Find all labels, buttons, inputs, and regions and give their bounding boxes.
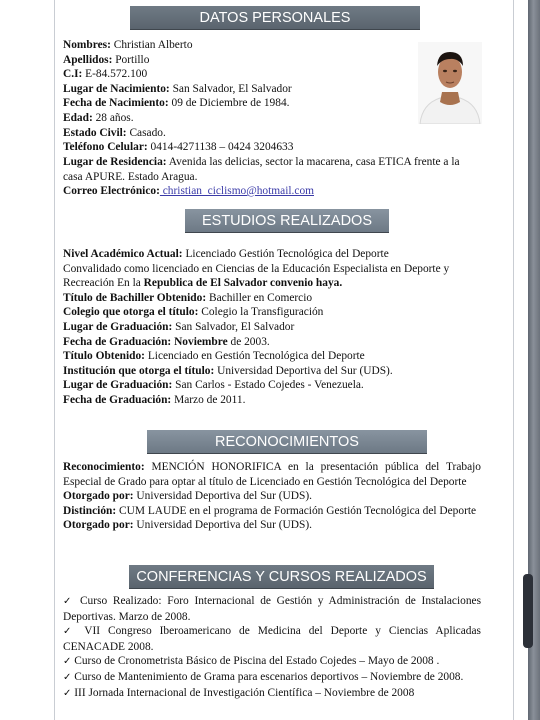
personal-row: Nombres: Christian Alberto [63,39,193,51]
recognitions-data [63,460,481,533]
check-icon: ✓ [63,656,72,668]
recognition-row: Otorgado por: Universidad Deportiva del Sur (UDS). [63,519,312,532]
check-icon: ✓ [63,596,75,607]
personal-row: Estado Civil: Casado. [63,126,166,139]
check-icon: ✓ [63,626,77,638]
conference-item: ✓ Curso Realizado: Foro Internacional de Gestión y Administración de Instalaciones Deportivas. Marzo de 2008. [63,595,481,623]
study-row: Colegio que otorga el título: Colegio la Transfiguración [63,306,324,319]
personal-row: Apellidos: Portillo [63,53,150,66]
scrollbar-thumb[interactable] [523,574,533,648]
study-row: Convalidado como licenciado en Ciencias de la Educación Especialista en Deporte y [63,262,450,275]
conference-item: ✓ VII Congreso Iberoamericano de Medicina del Deporte y Ciencias Aplicadas CENACADE 2008. [63,625,481,653]
study-row: Título de Bachiller Obtenido: Bachiller en Comercio [63,291,313,304]
conference-item: ✓ III Jornada Internacional de Investigación Científica – Noviembre de 2008 [63,686,415,699]
personal-data [63,38,415,155]
personal-row: Fecha de Nacimiento: 09 de Diciembre de 1984. [63,97,290,110]
recognition-row: Otorgado por: Universidad Deportiva del Sur (UDS). [63,490,312,503]
section-title-personal: DATOS PERSONALES [130,6,420,29]
study-row: Nivel Académico Actual: Licenciado Gestión Tecnológica del Deporte [63,248,389,260]
conferences-data [63,594,481,701]
recognition-row: Distinción: CUM LAUDE en el programa de Formación Gestión Tecnológica del Deporte [63,504,477,517]
personal-row: C.I: E-84.572.100 [63,68,148,81]
personal-row: Edad: 28 años. [63,111,134,124]
recognition-row: Reconocimiento: MENCIÓN HONORIFICA en la presentación pública del Trabajo Especial de Grado para optar al título de Licenciado en Gestión Tecnológica del Deporte [63,461,481,488]
study-row: Fecha de Graduación: Noviembre de 2003. [63,335,270,348]
study-row: Lugar de Graduación: San Carlos - Estado Cojedes - Venezuela. [63,379,364,392]
email-link[interactable]: christian_ciclismo@hotmail.com [159,185,314,197]
personal-row: Lugar de Nacimiento: San Salvador, El Salvador [63,82,292,95]
person-icon [418,42,482,124]
conference-item: ✓ Curso de Mantenimiento de Grama para escenarios deportivos – Noviembre de 2008. [63,670,464,683]
section-title-studies: ESTUDIOS REALIZADOS [185,209,389,232]
section-title-recognitions: RECONOCIMIENTOS [147,430,427,453]
profile-photo [418,42,482,124]
study-row: Recreación En la Republica de El Salvador convenio haya. [63,277,343,290]
studies-data [63,247,481,408]
check-icon: ✓ [63,671,72,683]
study-row: Título Obtenido: Licenciado en Gestión Tecnológica del Deporte [63,350,365,363]
personal-residence: Lugar de Residencia: Avenida las delicias, sector la macarena, casa ETICA frente a la casa APURE. Estado Aragua. [63,156,460,183]
personal-row: Teléfono Celular: 0414-4271138 – 0424 3204633 [63,141,294,154]
study-row: Fecha de Graduación: Marzo de 2011. [63,393,246,406]
study-row: Institución que otorga el título: Universidad Deportiva del Sur (UDS). [63,364,393,377]
check-icon: ✓ [63,687,72,699]
conference-item: ✓ Curso de Cronometrista Básico de Piscina del Estado Cojedes – Mayo de 2008 . [63,655,440,668]
section-title-conferences: CONFERENCIAS Y CURSOS REALIZADOS [129,565,434,588]
personal-email: Correo Electrónico: christian_ciclismo@hotmail.com [63,185,314,197]
study-row: Lugar de Graduación: San Salvador, El Salvador [63,320,295,333]
